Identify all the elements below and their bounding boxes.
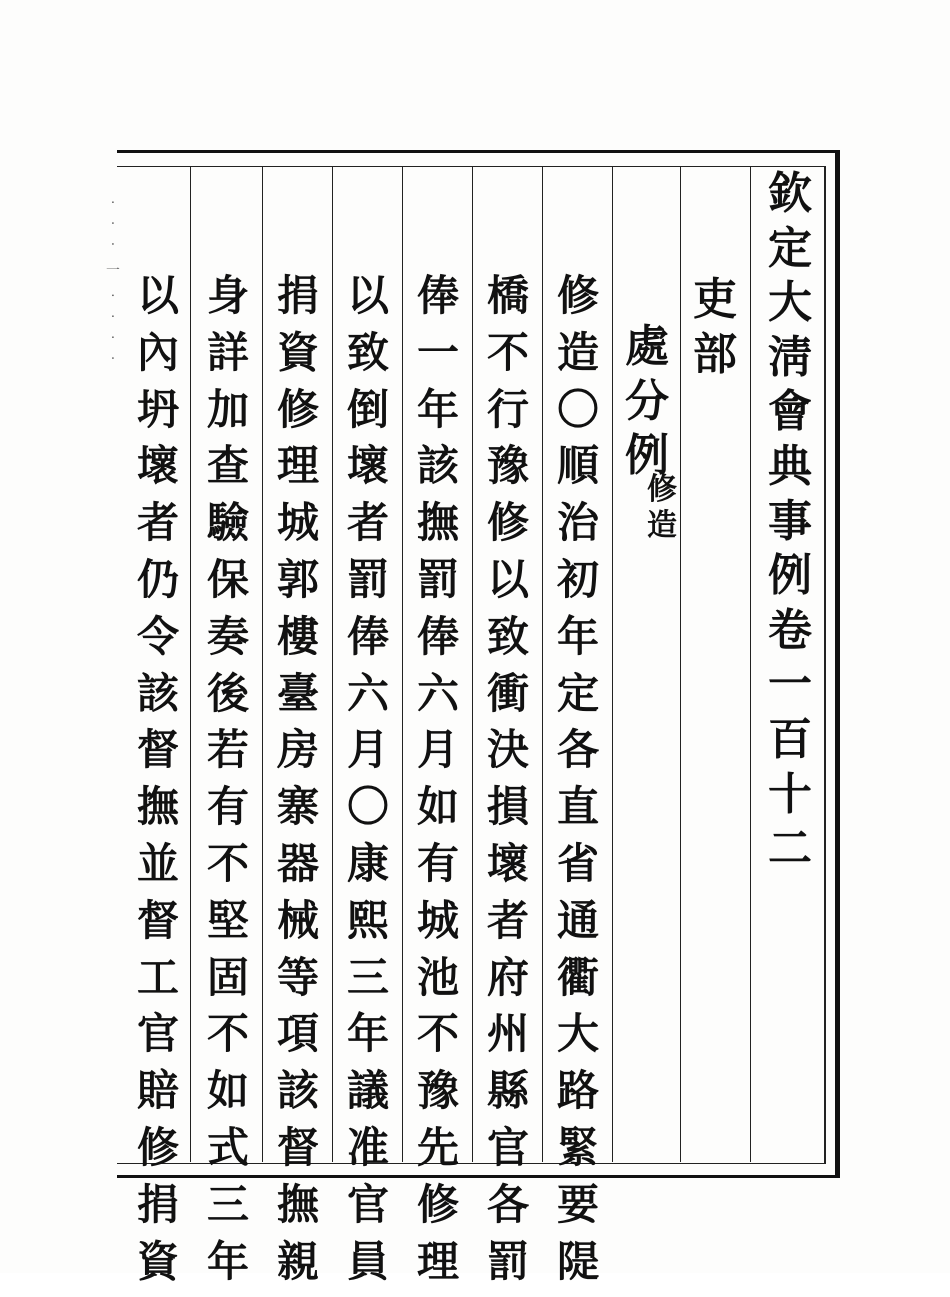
body-char: 械 xyxy=(276,895,319,945)
body-char: 如 xyxy=(206,1066,249,1116)
body-char: 不 xyxy=(206,838,249,888)
body-char: 修 xyxy=(276,384,319,434)
section-char: 處 xyxy=(625,321,669,372)
title-char: 二 xyxy=(768,823,812,875)
column-rule xyxy=(612,166,613,1162)
body-char: 以 xyxy=(136,271,179,320)
body-char: 者 xyxy=(136,498,179,548)
body-char: 行 xyxy=(486,384,529,434)
body-char: 理 xyxy=(276,441,319,491)
title-char: 欽 xyxy=(768,168,812,219)
body-char: 堅 xyxy=(206,895,249,945)
subsection-heading xyxy=(632,472,692,547)
body-char: 三 xyxy=(206,1179,249,1229)
body-char: 罰 xyxy=(346,554,389,604)
body-char: 詳 xyxy=(206,327,249,377)
text-column-3 xyxy=(408,271,468,1297)
body-char: 理 xyxy=(416,1236,459,1286)
body-char: 修 xyxy=(136,1122,179,1172)
body-char: 有 xyxy=(206,782,249,832)
department-char: 吏 xyxy=(693,274,737,325)
body-char: 先 xyxy=(416,1122,459,1172)
body-char: 寨 xyxy=(276,782,319,832)
body-char: 城 xyxy=(416,895,459,945)
body-char: 不 xyxy=(416,1009,459,1059)
body-char: 俸 xyxy=(346,611,389,661)
body-char: 修 xyxy=(416,1179,459,1229)
body-char: 倒 xyxy=(346,384,389,434)
body-char: 准 xyxy=(346,1122,389,1172)
body-char: 奏 xyxy=(206,611,249,661)
body-char: 員 xyxy=(346,1236,389,1286)
body-char: 康 xyxy=(346,838,389,888)
section-heading xyxy=(617,321,677,489)
body-char: 隄 xyxy=(556,1236,599,1286)
body-char: 決 xyxy=(486,725,529,775)
body-char: 初 xyxy=(556,554,599,604)
body-char: 壞 xyxy=(486,838,529,888)
body-char: 通 xyxy=(556,895,599,945)
text-column-5 xyxy=(268,271,328,1297)
body-char: 若 xyxy=(206,725,249,775)
column-rule xyxy=(542,166,543,1162)
body-char: 〇 xyxy=(346,782,389,832)
body-char: 路 xyxy=(556,1066,599,1116)
body-char: 致 xyxy=(486,611,529,661)
body-char: 督 xyxy=(136,725,179,775)
title-char: 定 xyxy=(768,222,812,274)
body-char: 坍 xyxy=(136,384,179,434)
body-char: 月 xyxy=(416,725,459,775)
subsection-char: 修 xyxy=(647,472,677,507)
body-char: 直 xyxy=(556,782,599,832)
title-char: 例 xyxy=(768,550,812,602)
body-char: 有 xyxy=(416,838,459,888)
body-char: 俸 xyxy=(416,271,459,320)
body-char: 資 xyxy=(276,327,319,377)
body-char: 身 xyxy=(206,271,249,320)
body-char: 督 xyxy=(276,1122,319,1172)
column-rule xyxy=(402,166,403,1162)
body-char: 議 xyxy=(346,1066,389,1116)
department-heading xyxy=(685,274,745,387)
body-char: 治 xyxy=(556,498,599,548)
title-char: 大 xyxy=(768,277,812,329)
body-char: 定 xyxy=(556,668,599,718)
body-char: 項 xyxy=(276,1009,319,1059)
body-char: 撫 xyxy=(136,782,179,832)
body-char: 以 xyxy=(486,554,529,604)
subsection-char: 造 xyxy=(647,508,677,543)
body-char: 官 xyxy=(136,1009,179,1059)
body-char: 該 xyxy=(136,668,179,718)
body-char: 如 xyxy=(416,782,459,832)
body-char: 等 xyxy=(276,952,319,1002)
column-rule xyxy=(750,166,751,1162)
body-char: 固 xyxy=(206,952,249,1002)
volume-title xyxy=(760,168,820,882)
body-char: 內 xyxy=(136,327,179,377)
body-char: 該 xyxy=(416,441,459,491)
page-edge-marks: · · · 一 · · · · xyxy=(104,200,120,367)
body-char: 樓 xyxy=(276,611,319,661)
column-rule xyxy=(190,166,191,1162)
body-char: 池 xyxy=(416,952,459,1002)
body-char: 州 xyxy=(486,1009,529,1059)
body-char: 豫 xyxy=(416,1066,459,1116)
body-char: 式 xyxy=(206,1122,249,1172)
body-char: 一 xyxy=(416,327,459,377)
body-char: 修 xyxy=(486,498,529,548)
body-char: 並 xyxy=(136,838,179,888)
body-char: 橋 xyxy=(486,271,529,320)
body-char: 順 xyxy=(556,441,599,491)
body-char: 者 xyxy=(346,498,389,548)
body-char: 府 xyxy=(486,952,529,1002)
column-rule xyxy=(262,166,263,1162)
body-char: 城 xyxy=(276,498,319,548)
body-char: 臺 xyxy=(276,668,319,718)
body-char: 保 xyxy=(206,554,249,604)
body-char: 捐 xyxy=(276,271,319,320)
body-char: 造 xyxy=(556,327,599,377)
title-char: 典 xyxy=(768,440,812,492)
body-char: 年 xyxy=(416,384,459,434)
body-char: 壞 xyxy=(346,441,389,491)
column-rule xyxy=(472,166,473,1162)
body-char: 不 xyxy=(206,1009,249,1059)
body-char: 工 xyxy=(136,952,179,1002)
section-char: 分 xyxy=(625,375,669,427)
text-column-1 xyxy=(548,271,608,1297)
body-char: 以 xyxy=(346,271,389,320)
body-char: 緊 xyxy=(556,1122,599,1172)
body-char: 年 xyxy=(346,1009,389,1059)
body-char: 資 xyxy=(136,1236,179,1286)
title-char: 事 xyxy=(768,495,812,547)
body-char: 驗 xyxy=(206,498,249,548)
body-char: 大 xyxy=(556,1009,599,1059)
body-char: 令 xyxy=(136,611,179,661)
body-char: 豫 xyxy=(486,441,529,491)
text-column-4 xyxy=(338,271,398,1297)
body-char: 罰 xyxy=(416,554,459,604)
body-char: 熙 xyxy=(346,895,389,945)
body-char: 後 xyxy=(206,668,249,718)
body-char: 損 xyxy=(486,782,529,832)
department-char: 部 xyxy=(693,328,737,380)
body-char: 仍 xyxy=(136,554,179,604)
title-char: 十 xyxy=(768,768,812,820)
body-char: 撫 xyxy=(276,1179,319,1229)
body-char: 縣 xyxy=(486,1066,529,1116)
body-char: 撫 xyxy=(416,498,459,548)
body-char: 省 xyxy=(556,838,599,888)
body-char: 器 xyxy=(276,838,319,888)
title-char: 百 xyxy=(768,713,812,765)
body-char: 官 xyxy=(346,1179,389,1229)
body-char: 罰 xyxy=(486,1236,529,1286)
body-char: 各 xyxy=(556,725,599,775)
body-char: 〇 xyxy=(556,384,599,434)
body-char: 親 xyxy=(276,1236,319,1286)
title-char: 一 xyxy=(768,659,812,711)
text-column-2 xyxy=(478,271,538,1297)
body-char: 該 xyxy=(276,1066,319,1116)
section-char: 例 xyxy=(625,430,669,482)
body-char: 各 xyxy=(486,1179,529,1229)
body-char: 賠 xyxy=(136,1066,179,1116)
body-char: 月 xyxy=(346,725,389,775)
body-char: 年 xyxy=(556,611,599,661)
body-char: 不 xyxy=(486,327,529,377)
body-char: 加 xyxy=(206,384,249,434)
body-char: 修 xyxy=(556,271,599,320)
body-char: 年 xyxy=(206,1236,249,1286)
body-char: 衢 xyxy=(556,952,599,1002)
text-column-6 xyxy=(198,271,258,1297)
column-rule xyxy=(332,166,333,1162)
column-rule xyxy=(680,166,681,1162)
title-char: 卷 xyxy=(768,604,812,656)
body-char: 查 xyxy=(206,441,249,491)
body-char: 三 xyxy=(346,952,389,1002)
body-char: 督 xyxy=(136,895,179,945)
title-char: 會 xyxy=(768,386,812,438)
body-char: 致 xyxy=(346,327,389,377)
body-char: 郭 xyxy=(276,554,319,604)
title-char: 淸 xyxy=(768,331,812,383)
body-char: 要 xyxy=(556,1179,599,1229)
body-char: 官 xyxy=(486,1122,529,1172)
body-char: 六 xyxy=(346,668,389,718)
body-char: 房 xyxy=(276,725,319,775)
text-column-7 xyxy=(128,271,188,1297)
body-char: 六 xyxy=(416,668,459,718)
body-char: 捐 xyxy=(136,1179,179,1229)
body-char: 壞 xyxy=(136,441,179,491)
body-char: 衝 xyxy=(486,668,529,718)
body-char: 俸 xyxy=(416,611,459,661)
body-char: 者 xyxy=(486,895,529,945)
